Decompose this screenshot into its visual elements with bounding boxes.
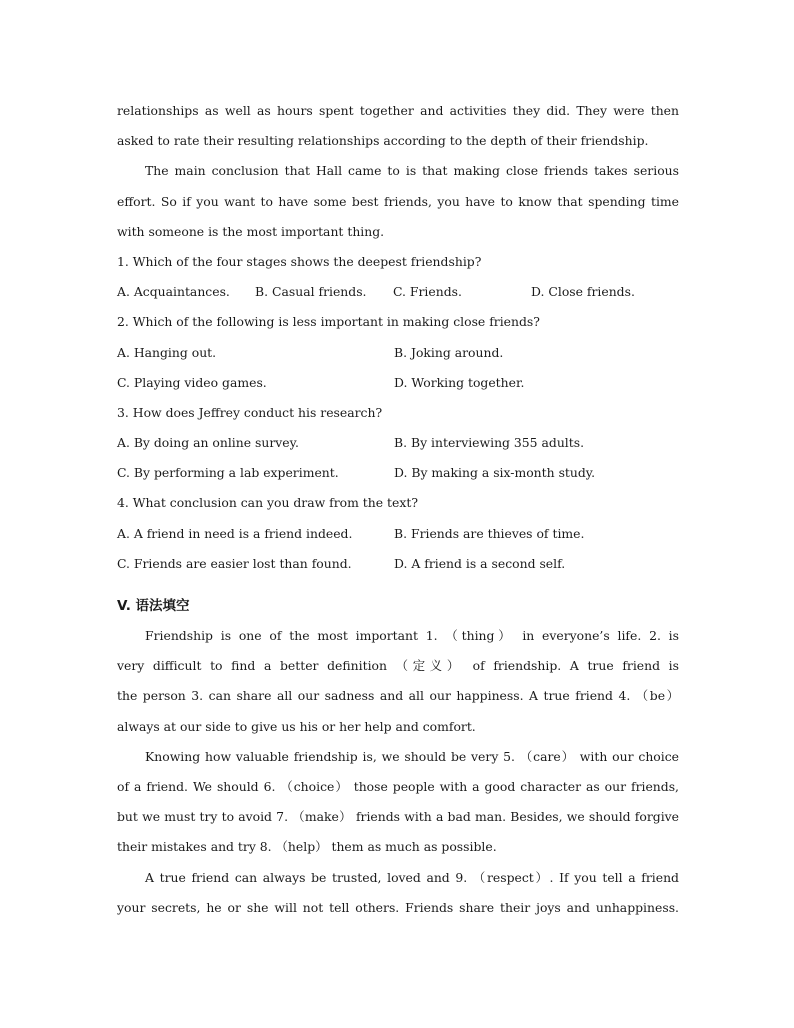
question-options <box>117 338 679 368</box>
cloze-line: very difficult to find a better definition （定义） of friendship. A true friend is <box>117 658 679 674</box>
option-b: B. By interviewing 355 adults. <box>394 435 585 451</box>
passage-line: asked to rate their resulting relationships according to the depth of their friendship. <box>117 133 649 149</box>
option-c: C. By performing a lab experiment. <box>117 465 339 481</box>
question-options <box>117 277 679 307</box>
cloze-line: the person 3. can share all our sadness and all our happiness. A true friend 4. （be） <box>117 688 679 704</box>
option-a: A. Acquaintances. <box>117 284 230 300</box>
question-stem: 4. What conclusion can you draw from the text? <box>117 495 418 511</box>
cloze-line: always at our side to give us his or her help and comfort. <box>117 718 476 734</box>
option-c: C. Friends. <box>393 284 462 300</box>
passage-line: with someone is the most important thing. <box>117 223 385 239</box>
question-stem: 2. Which of the following is less important in making close friends? <box>117 314 540 330</box>
cloze-line: their mistakes and try 8. （help） them as much as possible. <box>117 839 497 855</box>
option-d: D. By making a six-month study. <box>394 465 596 481</box>
option-d: D. Close friends. <box>531 284 635 300</box>
option-b: B. Joking around. <box>394 344 504 360</box>
cloze-line: Friendship is one of the most important 1. （thing） in everyone’s life. 2. is <box>145 628 679 643</box>
document-page <box>117 96 679 923</box>
question-stem: 3. How does Jeffrey conduct his research? <box>117 404 383 420</box>
question-options <box>117 368 679 398</box>
passage-line: The main conclusion that Hall came to is that making close friends takes serious <box>145 163 679 179</box>
option-a: A. Hanging out. <box>117 344 217 360</box>
cloze-line: of a friend. We should 6. （choice） those people with a good character as our friends, <box>117 778 679 794</box>
cloze-line: A true friend can always be trusted, loved and 9. （respect）. If you tell a friend <box>145 869 679 885</box>
option-b: B. Friends are thieves of time. <box>394 525 585 541</box>
cloze-line: your secrets, he or she will not tell others. Friends share their joys and unhappiness. <box>117 899 679 915</box>
passage-line: effort. So if you want to have some best friends, you have to know that spending time <box>117 193 679 209</box>
option-d: D. A friend is a second self. <box>394 555 566 571</box>
question-options <box>117 519 679 549</box>
question-options <box>117 428 679 458</box>
section-heading: V. 语法填空 <box>117 598 190 614</box>
question-options <box>117 549 679 579</box>
question-options <box>117 458 679 488</box>
option-c: C. Playing video games. <box>117 374 267 390</box>
option-d: D. Working together. <box>394 374 525 390</box>
question-stem: 1. Which of the four stages shows the deepest friendship? <box>117 253 482 269</box>
cloze-line: but we must try to avoid 7. （make） friends with a bad man. Besides, we should forgive <box>117 809 679 825</box>
option-a: A. By doing an online survey. <box>117 435 299 451</box>
cloze-line: Knowing how valuable friendship is, we should be very 5. （care） with our choice <box>145 748 679 764</box>
passage-line: relationships as well as hours spent together and activities they did. They were then <box>117 103 679 118</box>
option-a: A. A friend in need is a friend indeed. <box>117 525 353 541</box>
option-c: C. Friends are easier lost than found. <box>117 555 352 571</box>
option-b: B. Casual friends. <box>255 284 367 300</box>
